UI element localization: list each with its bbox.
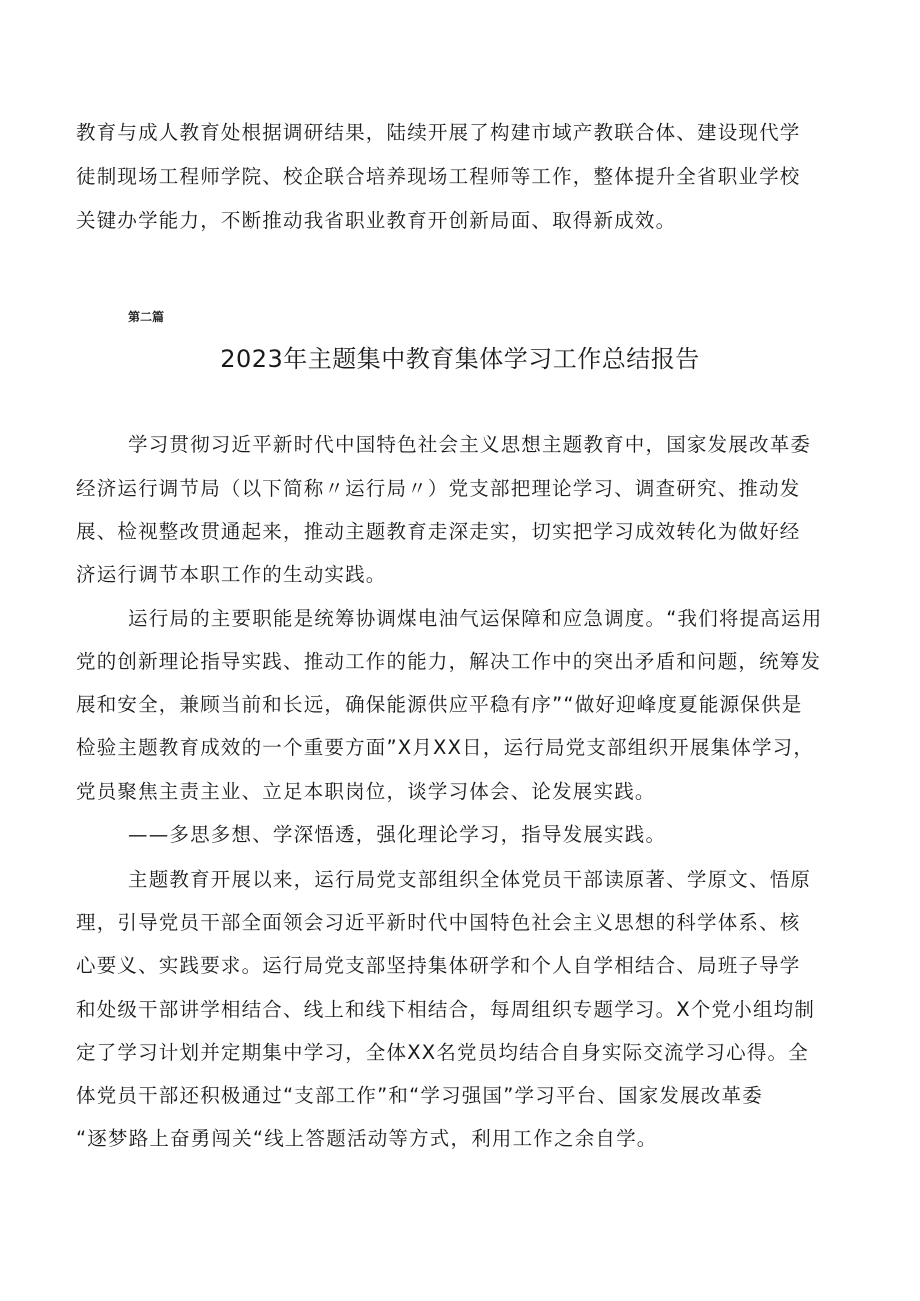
paragraph-line: 学习贯彻习近平新时代中国特色社会主义思想主题教育中，国家发展改革委: [128, 433, 812, 456]
paragraph-line: 济运行调节本职工作的生动实践。: [76, 563, 387, 586]
paragraph-line: 检验主题教育成效的一个重要方面”X月XX日，运行局党支部组织开展集体学习，: [76, 736, 815, 759]
paragraph-line: 心要义、实践要求。运行局党支部坚持集体研学和个人自学相结合、局班子导学: [76, 954, 801, 977]
section-label: 第二篇: [128, 310, 165, 324]
paragraph-line: 运行局的主要职能是统筹协调煤电油气运保障和应急调度。“我们将提高运用: [128, 607, 823, 630]
paragraph-line: “逐梦路上奋勇闯关“线上答题活动等方式，利用工作之余自学。: [76, 1127, 658, 1150]
paragraph-line: 定了学习计划并定期集中学习，全体XX名党员均结合自身实际交流学习心得。全: [76, 1041, 809, 1064]
paragraph-line: 展和安全，兼顾当前和长远，确保能源供应平稳有序”“做好迎峰度夏能源保供是: [76, 693, 803, 716]
paragraph-line: 和处级干部讲学相结合、线上和线下相结合，每周组织专题学习。X个党小组均制: [76, 998, 816, 1021]
article-title: 2023年主题集中教育集体学习工作总结报告: [220, 345, 700, 373]
paragraph-line: 党员聚焦主责主业、立足本职岗位，谈学习体会、论发展实践。: [76, 780, 656, 803]
paragraph-line: ——多思多想、学深悟透，强化理论学习，指导发展实践。: [128, 823, 667, 846]
paragraph-line: 理，引导党员干部全面领会习近平新时代中国特色社会主义思想的科学体系、核: [76, 911, 801, 934]
paragraph-line: 展、检视整改贯通起来，推动主题教育走深走实，切实把学习成效转化为做好经: [76, 520, 801, 543]
paragraph-line: 徒制现场工程师学院、校企联合培养现场工程师等工作，整体提升全省职业学校: [76, 165, 801, 188]
paragraph-line: 教育与成人教育处根据调研结果，陆续开展了构建市域产教联合体、建设现代学: [76, 121, 801, 144]
paragraph-line: 经济运行调节局（以下简称〃运行局〃）党支部把理论学习、调查研究、推动发: [76, 477, 801, 500]
paragraph-line: 主题教育开展以来，运行局党支部组织全体党员干部读原著、学原文、悟原: [128, 868, 812, 891]
paragraph-line: 关键办学能力，不断推动我省职业教育开创新局面、取得新成效。: [76, 209, 677, 232]
paragraph-line: 体党员干部还积极通过“支部工作”和“学习强国”学习平台、国家发展改革委: [76, 1084, 763, 1107]
paragraph-line: 党的创新理论指导实践、推动工作的能力，解决工作中的突出矛盾和问题，统筹发: [76, 650, 822, 673]
